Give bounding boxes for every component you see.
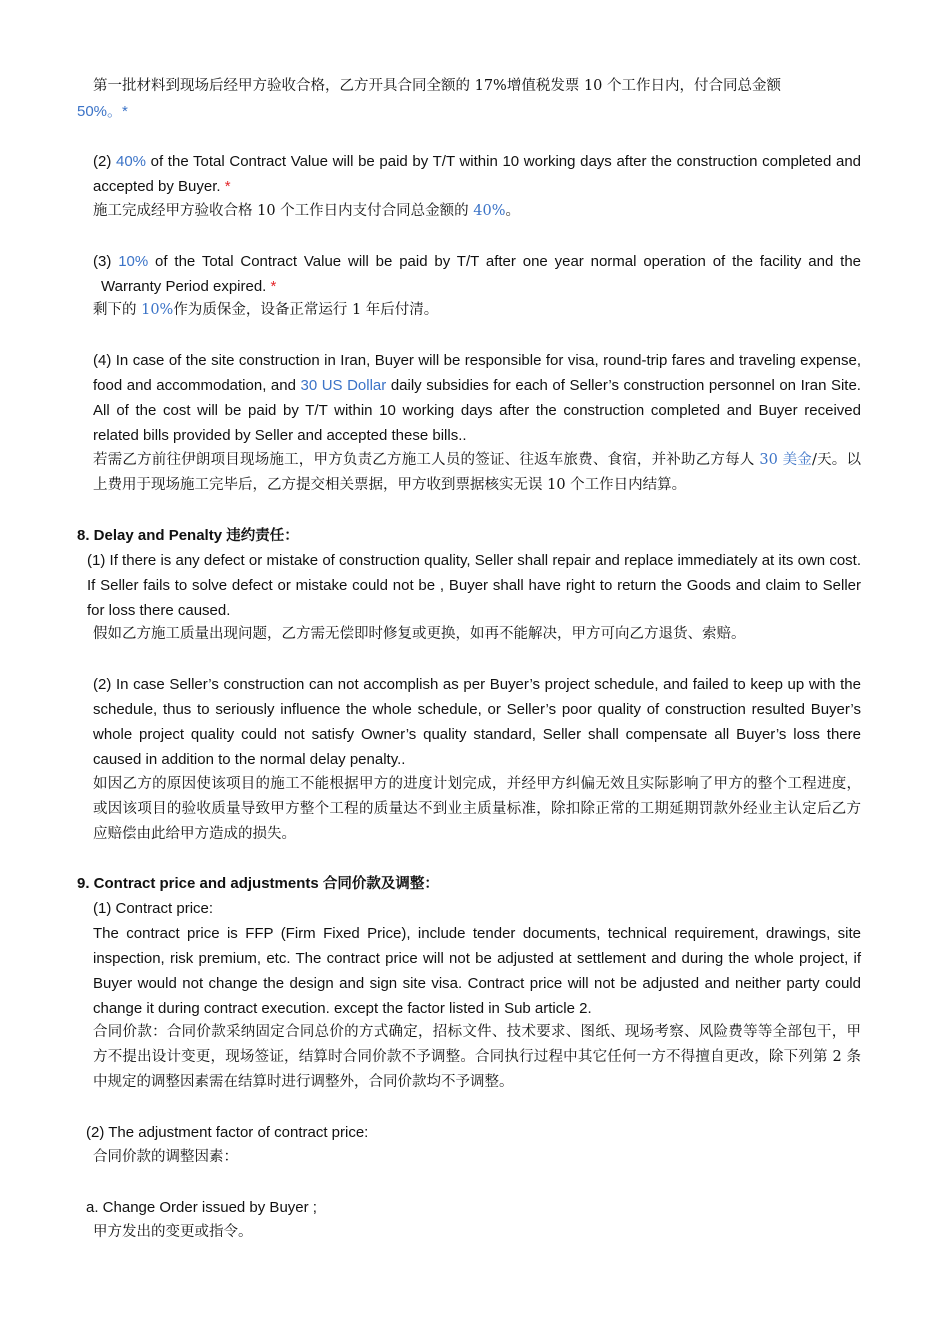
section-9-heading-cn: 合同价款及调整： bbox=[322, 875, 439, 892]
clause-3-star: * bbox=[270, 278, 277, 295]
section-9-item-a-en bbox=[86, 1195, 861, 1220]
section-8-item-1-cn bbox=[93, 622, 861, 647]
clause-2-cn bbox=[93, 199, 861, 224]
clause-4-cn-usd: 30 美金 bbox=[759, 452, 813, 468]
section-8-item-1-cn-text: 假如乙方施工质量出现问题，乙方需无偿即时修复或更换，如再不能解决，甲方可向乙方退货、索赔。 bbox=[93, 626, 746, 642]
payment-first-batch-pct: 50%。* bbox=[77, 103, 128, 120]
clause-2-cn-end: 。 bbox=[505, 203, 521, 219]
payment-first-batch-text: 第一批材料到现场后经甲方验收合格，乙方开具合同全额的 17%增值税发票 10 个工作日内，付合同总金额 bbox=[93, 78, 782, 94]
payment-first-batch-cn bbox=[93, 74, 861, 99]
section-8-heading-en: 8. Delay and Penalty bbox=[77, 527, 227, 544]
clause-3-cn-text: 剩下的 bbox=[93, 302, 142, 318]
clause-2-cn-text: 施工完成经甲方验收合格 10 个工作日内支付合同总金额的 bbox=[93, 203, 474, 219]
clause-4-cn-end: /天。以上费用于现场施工完毕后，乙方提交相关票据，甲方收到票据核实无误 10 个工作日内结算。 bbox=[93, 452, 862, 493]
section-9-item-1-cn bbox=[93, 1020, 861, 1095]
section-9-item-1-en bbox=[93, 921, 861, 1021]
clause-3-en bbox=[93, 249, 861, 299]
clause-3-text-a: of the Total Contract Value will be paid by T/T after one year normal operation of the facility and the bbox=[148, 253, 861, 270]
section-9-heading bbox=[77, 871, 861, 896]
clause-3-number: (3) bbox=[93, 253, 119, 270]
section-9-item-2-title-text: (2) The adjustment factor of contract price: bbox=[86, 1124, 369, 1141]
section-8-item-2-text: (2) In case Seller’s construction can not accomplish as per Buyer’s project schedule, and failed to keep up with the schedule, thus to seriously influence the whole schedule, or Seller’s poor quality of construction resulted Buyer’s whole project quality could not satisfy Owner’s quality standard, Seller shall compensate all Buyer’s loss there caused in addition to the normal delay penalty.. bbox=[93, 676, 861, 768]
clause-2-star: * bbox=[224, 178, 231, 195]
section-8-item-2-en bbox=[93, 672, 861, 772]
clause-4-text-b: daily subsidies for each of Seller’s construction personnel on Iran Site. All of the cost will be paid by T/T within 10 working days after the construction completed and Buyer received related bills provided by Seller and accepted these bills.. bbox=[93, 377, 861, 444]
clause-2-text: of the Total Contract Value will be paid by T/T within 10 working days after the construction completed and accepted by Buyer. bbox=[93, 153, 862, 195]
clause-4-usd: 30 US Dollar bbox=[300, 377, 387, 394]
payment-first-batch-pct-line bbox=[77, 99, 277, 124]
section-9-item-a-cn-text: 甲方发出的变更或指令。 bbox=[93, 1224, 253, 1240]
section-8-item-2-cn bbox=[93, 772, 861, 847]
clause-2-pct: 40% bbox=[115, 153, 147, 170]
clause-3-line-2 bbox=[93, 274, 861, 299]
clause-3-text-b: Warranty Period expired. bbox=[101, 278, 271, 295]
section-8-heading-cn: 违约责任： bbox=[226, 527, 299, 544]
section-9-item-1-text: The contract price is FFP (Firm Fixed Price), include tender documents, technical requirement, drawings, site inspection, risk premium, etc. The contract price will not be adjusted at settlement and during the whole project, if Buyer would not change the design and sign site visa. Contract price will not be adjusted and neither party could change it during contract execution. except the factor listed in Sub article 2. bbox=[93, 925, 861, 1017]
section-9-item-1-title-text: (1) Contract price: bbox=[93, 900, 214, 917]
clause-4-cn-text: 若需乙方前往伊朗项目现场施工，甲方负责乙方施工人员的签证、往返车旅费、食宿，并补助乙方每人 bbox=[93, 452, 760, 468]
clause-2-cn-pct: 40% bbox=[473, 203, 506, 219]
clause-3-pct: 10% bbox=[118, 253, 149, 270]
clause-3-cn-pct: 10% bbox=[141, 302, 174, 318]
clause-4-text-a: (4) In case of the site construction in Iran, Buyer will be responsible for visa, round-trip fares and traveling expense, food and accommodation, and bbox=[93, 352, 861, 394]
section-9-heading-en: 9. Contract price and adjustments bbox=[77, 875, 323, 892]
clause-2-number: (2) bbox=[93, 153, 116, 170]
clause-4-en bbox=[93, 348, 861, 448]
section-8-item-2-cn-text: 如因乙方的原因使该项目的施工不能根据甲方的进度计划完成，并经甲方纠偏无效且实际影响了甲方的整个工程进度，或因该项目的验收质量导致甲方整个工程的质量达不到业主质量标准，除扣除正常的工期延期罚款外经业主认定后乙方应赔偿由此给甲方造成的损失。 bbox=[93, 776, 861, 842]
section-9-item-2-title bbox=[86, 1120, 861, 1145]
section-9-item-1-cn-text: 合同价款：合同价款采纳固定合同总价的方式确定，招标文件、技术要求、图纸、现场考察、风险费等等全部包干，甲方不提出设计变更，现场签证，结算时合同价款不予调整。合同执行过程中其它任何一方不得擅自更改，除下列第 2 条中规定的调整因素需在结算时进行调整外，合同价款均不予调整。 bbox=[93, 1024, 861, 1090]
section-8-item-1-text: (1) If there is any defect or mistake of construction quality, Seller shall repair and replace immediately at its own cost. If Seller fails to solve defect or mistake could not be , Buyer shall have right to return the Goods and claim to Seller for loss there caused. bbox=[87, 552, 861, 619]
clause-3-line-1 bbox=[93, 249, 861, 274]
clause-3-cn bbox=[93, 298, 861, 323]
section-9-item-1-title bbox=[93, 896, 861, 921]
clause-3-cn-end: 作为质保金，设备正常运行 1 年后付清。 bbox=[173, 302, 439, 318]
section-9-item-2-cn-text: 合同价款的调整因素： bbox=[93, 1149, 238, 1165]
section-8-item-1-en bbox=[87, 548, 861, 623]
clause-4-cn bbox=[93, 448, 861, 498]
section-9-item-2-cn bbox=[93, 1145, 861, 1170]
section-8-heading bbox=[77, 523, 861, 548]
section-9-item-a-cn bbox=[93, 1220, 861, 1245]
section-9-item-a-text: a. Change Order issued by Buyer ; bbox=[86, 1199, 317, 1216]
clause-2-en bbox=[93, 149, 861, 199]
